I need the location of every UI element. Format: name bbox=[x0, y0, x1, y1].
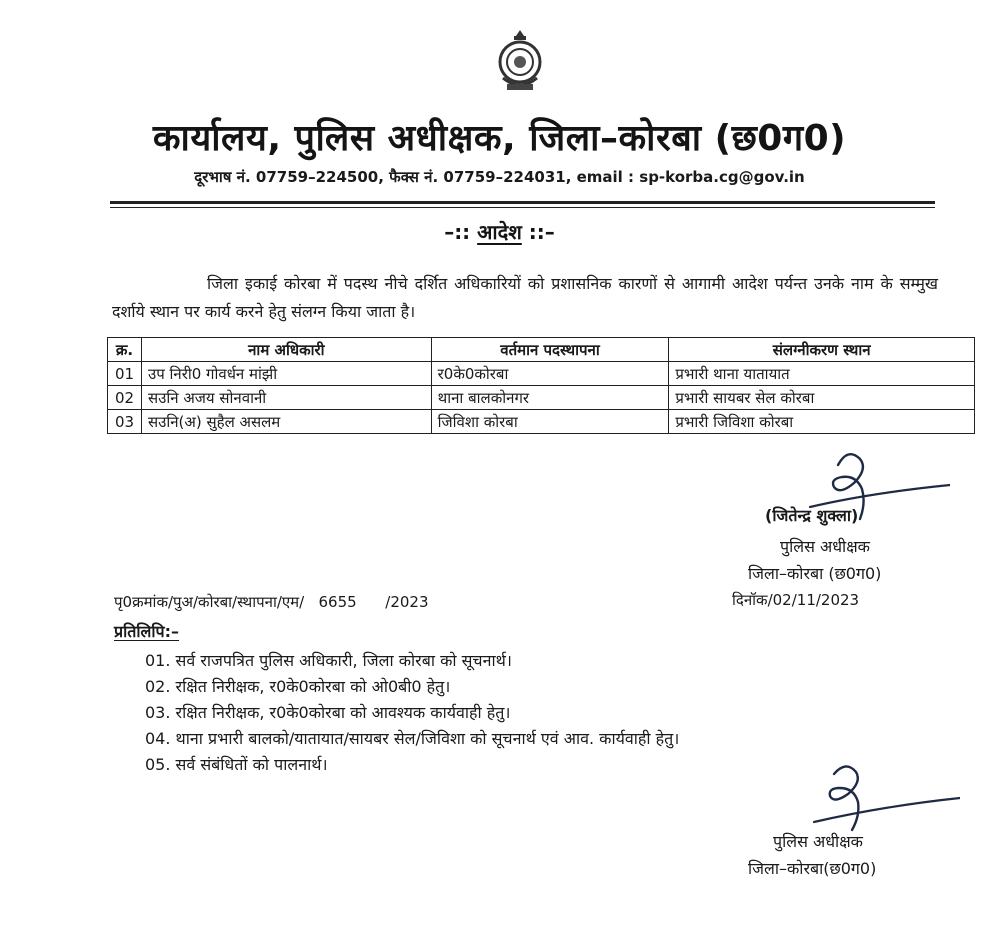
copy-list-item: 05. सर्व संबंधितों को पालनार्थ। bbox=[145, 755, 328, 774]
cell-serial: 02 bbox=[108, 386, 142, 410]
order-heading-suffix: ::– bbox=[528, 220, 555, 244]
col-header-attachment-place: संलग्नीकरण स्थान bbox=[669, 338, 975, 362]
copy-heading: प्रतिलिपि:– bbox=[114, 622, 179, 641]
order-intro-paragraph: जिला इकाई कोरबा में पदस्थ नीचे दर्शित अधिकारियों को प्रशासनिक कारणों से आगामी आदेश पर्यन्त उनके नाम के सम्मुख दर्शाये स्थान पर कार्य करने हेतु संलग्न किया जाता है। bbox=[112, 274, 938, 321]
police-emblem-icon bbox=[493, 28, 547, 94]
col-header-current-posting: वर्तमान पदस्थापना bbox=[431, 338, 669, 362]
table-row bbox=[108, 386, 975, 410]
cell-serial: 03 bbox=[108, 410, 142, 434]
cell-current-posting: र0के0कोरबा bbox=[431, 362, 669, 386]
table-row bbox=[108, 410, 975, 434]
cell-officer-name: सउनि अजय सोनवानी bbox=[141, 386, 431, 410]
cell-current-posting: जिविशा कोरबा bbox=[431, 410, 669, 434]
bottom-signatory-designation: पुलिस अधीक्षक bbox=[773, 832, 863, 851]
order-heading-prefix: –:: bbox=[444, 220, 471, 244]
col-header-name: नाम अधिकारी bbox=[141, 338, 431, 362]
reference-number: पृ0क्रमांक/पुअ/कोरबा/स्थापना/एम/ 6655 /2023 bbox=[114, 593, 429, 611]
signatory-district: जिला–कोरबा (छ0ग0) bbox=[748, 564, 882, 583]
header-divider-thin bbox=[110, 207, 935, 208]
signatory-designation: पुलिस अधीक्षक bbox=[780, 537, 870, 556]
table-header-row bbox=[108, 338, 975, 362]
signatory-name: (जितेन्द्र शुक्ला) bbox=[765, 506, 859, 525]
col-header-serial: क्र. bbox=[108, 338, 142, 362]
cell-officer-name: सउनि(अ) सुहैल असलम bbox=[141, 410, 431, 434]
table-row bbox=[108, 362, 975, 386]
copy-list-item: 03. रक्षित निरीक्षक, र0के0कोरबा को आवश्यक कार्यवाही हेतु। bbox=[145, 703, 511, 722]
cell-attachment-place: प्रभारी थाना यातायात bbox=[669, 362, 975, 386]
contact-line: दूरभाष नं. 07759–224500, फैक्स नं. 07759–224031, email : sp-korba.cg@gov.in bbox=[194, 168, 805, 186]
copy-list-item: 04. थाना प्रभारी बालको/यातायात/सायबर सेल/जिविशा को सूचनार्थ एवं आव. कार्यवाही हेतु। bbox=[145, 729, 680, 748]
bottom-signatory-district: जिला–कोरबा(छ0ग0) bbox=[748, 859, 877, 878]
cell-officer-name: उप निरी0 गोवर्धन मांझी bbox=[141, 362, 431, 386]
cell-current-posting: थाना बालकोनगर bbox=[431, 386, 669, 410]
handwritten-signature-bottom bbox=[790, 758, 960, 838]
cell-attachment-place: प्रभारी सायबर सेल कोरबा bbox=[669, 386, 975, 410]
office-title: कार्यालय, पुलिस अधीक्षक, जिला–कोरबा (छ0ग0) bbox=[152, 118, 847, 159]
header-divider bbox=[110, 201, 935, 204]
order-heading bbox=[0, 218, 999, 245]
cell-attachment-place: प्रभारी जिविशा कोरबा bbox=[669, 410, 975, 434]
order-heading-text: आदेश bbox=[477, 220, 522, 244]
copy-list-item: 02. रक्षित निरीक्षक, र0के0कोरबा को ओ0बी0 हेतु। bbox=[145, 677, 451, 696]
reference-date: दिनॉक/02/11/2023 bbox=[732, 591, 860, 609]
cell-serial: 01 bbox=[108, 362, 142, 386]
copy-list-item: 01. सर्व राजपत्रित पुलिस अधिकारी, जिला कोरबा को सूचनार्थ। bbox=[145, 651, 512, 670]
officers-table bbox=[107, 337, 975, 434]
